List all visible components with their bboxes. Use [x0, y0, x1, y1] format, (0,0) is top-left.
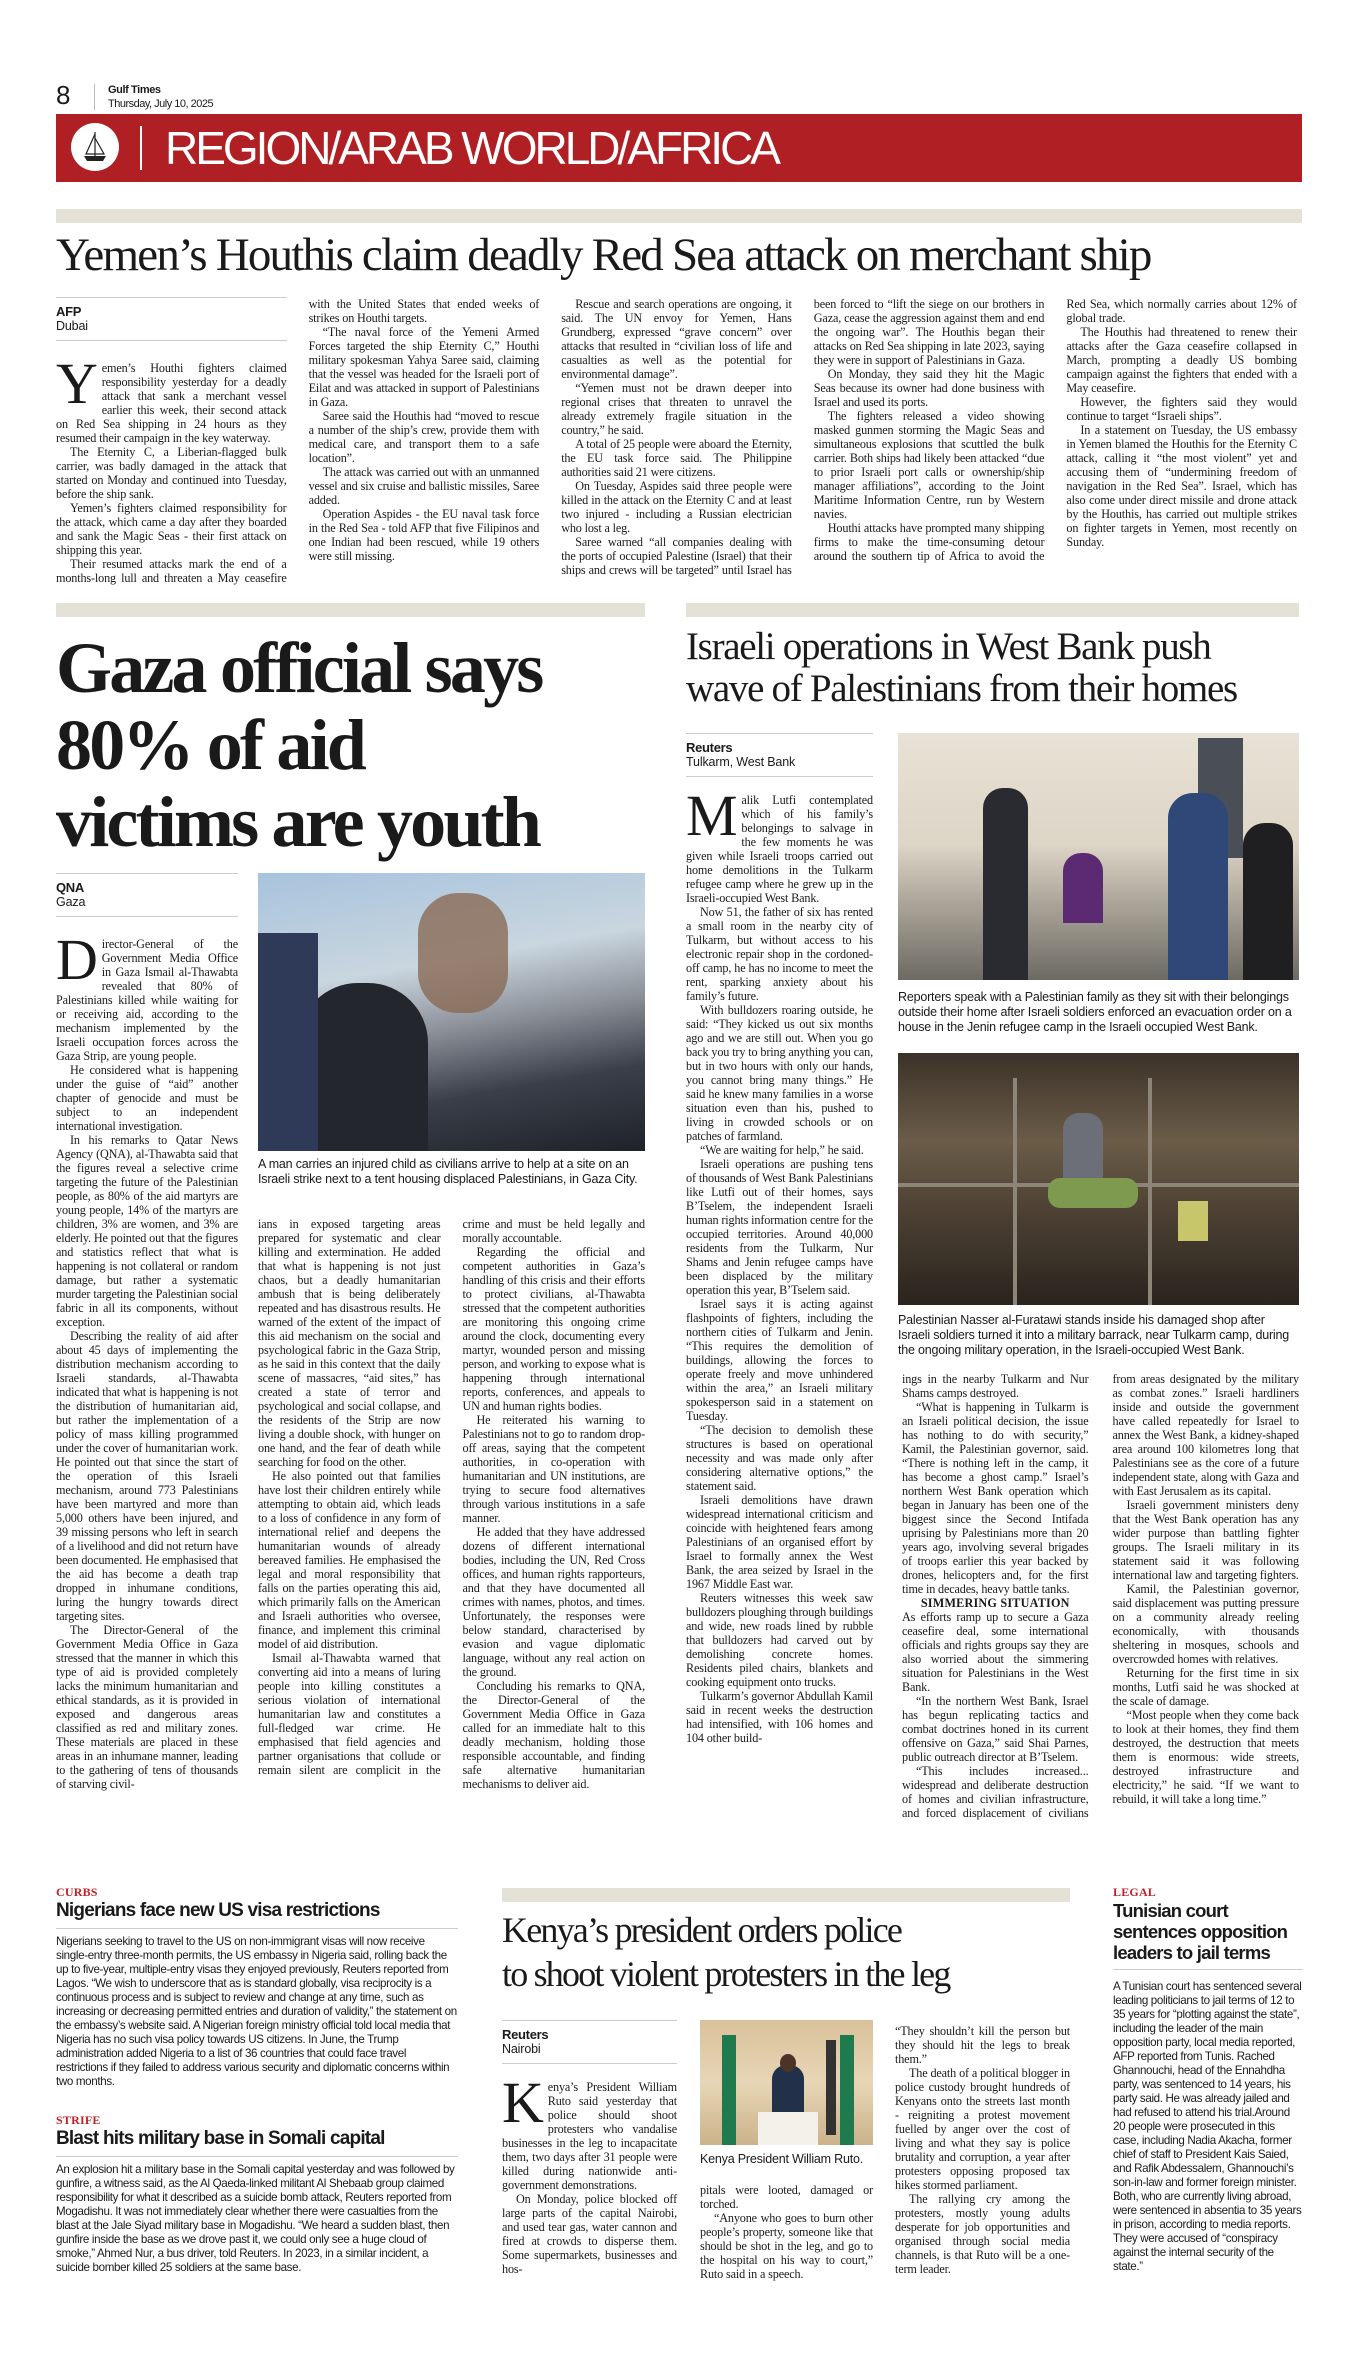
- byline-agency: Reuters: [686, 740, 733, 755]
- paragraph: With bulldozers roaring outside, he said: “They kicked us out six months ago and we are still out. When you go back you try to bring anything you can, but in two hours with only our hands, you cannot bring many things.” He said he knew many families in a worse situation even than his, pushed to living in crowded schools or on patches of farmland.: [686, 1003, 873, 1143]
- paragraph: The Houthis had threatened to renew their attacks after the Gaza ceasefire collapsed in March, prompting a deadly US bombing campaign against the fighters that ended with a May ceasefire.: [1066, 325, 1297, 395]
- paragraph: Israeli operations are pushing tens of thousands of West Bank Palestinians like Lutfi out of their homes, says B’Tselem, the independent Israeli human rights information centre for the occupied territories. Around 40,000 residents from the Tulkarm, Nur Shams and Jenin refugee camps have been displaced by the military operation this year, B’Tselem said.: [686, 1157, 873, 1297]
- paragraph: Kenya’s President William Ruto said yesterday that police should shoot protesters who vandalise businesses in the leg to incapacitate them, two days after 31 people were killed during nationwide anti-government demonstrations.: [502, 2070, 677, 2192]
- paragraph: Now 51, the father of six has rented a small room in the nearby city of Tulkarm, but without access to his electronic repair shop in the cordoned-off camp, he has no income to meet the rent, sparking anxiety about his family’s future.: [686, 905, 873, 1003]
- section-banner: [56, 114, 1302, 182]
- yemen-headline: Yemen’s Houthis claim deadly Red Sea attack on merchant ship: [56, 229, 1151, 281]
- brief-nigeria: [56, 1885, 458, 2089]
- headline-line: Israeli operations in West Bank push: [686, 625, 1211, 668]
- paragraph: Yemen’s Houthi fighters claimed responsibility yesterday for a deadly attack that sank a merchant vessel earlier this week, their second attack on Red Sea shipping in 24 hours as they resumed their campaign in the key waterway.: [56, 351, 287, 445]
- gaza-headline: [56, 630, 651, 861]
- headline-line: victims are youth: [56, 782, 540, 862]
- gaza-photo: [258, 873, 645, 1151]
- paragraph: Rescue and search operations are ongoing, it said. The UN envoy for Yemen, Hans Grundberg, expressed “grave concern” over attacks that resulted in “civilian loss of life and casualties as well as the potential for environmental damage”.: [561, 297, 792, 381]
- brief-text: Nigerians seeking to travel to the US on non-immigrant visas will now receive single-entry three-month permits, the US embassy in Nigeria said, rolling back the up to five-year, multiple-entry visas they enjoyed previously, Reuters reported from Lagos. “We wish to underscore that as is standard globally, visa reciprocity is a continuous process and is subject to review and change at any time, such as increasing or decreasing permitted entries and duration of validity,” the statement on the embassy’s website said. A Nigerian foreign ministry official told local media that Nigeria has no such visa policy towards US citizens. In June, the Trump administration added Nigeria to a list of 36 countries that could face travel restrictions if they failed to address various security and diplomatic concerns within two months.: [56, 1935, 457, 2088]
- paragraph: Malik Lutfi contemplated which of his family’s belongings to salvage in the few moments he was given while Israeli troops carried out home demolitions in the Tulkarm refugee camp where he grew up in the Israeli-occupied West Bank.: [686, 783, 873, 905]
- brief-headline: Nigerians face new US visa restrictions: [56, 1900, 458, 1929]
- paragraph: On Monday, they said they hit the Magic Seas because its owner had done business with Israel and used its ports.: [813, 367, 1045, 409]
- paragraph: Saree said the Houthis had “moved to rescue a number of the ship’s crew, provide them with medical care, and transport them to a safe location”.: [308, 409, 540, 465]
- paragraph: Israeli government ministers deny that the West Bank operation has any wider purpose than battling fighter groups. The Israeli military in its statement said it was following international law and targeting fighters.: [1112, 1498, 1299, 1582]
- paragraph: Israeli demolitions have drawn widespread international criticism and coincide with heightened fears among Palestinians of an organised effort by Israel to formally annex the West Bank, the area seized by Israel in the 1967 Middle East war.: [686, 1493, 873, 1591]
- publication-name: Gulf Times: [108, 84, 161, 96]
- kenya-headline: [502, 1908, 1070, 1996]
- westbank-columns: [902, 1372, 1299, 1820]
- paragraph: ians in exposed targeting areas prepared for systematic and clear killing and extermination. He added that what is happening is not just chaos, but a deadly humanitarian ambush that is being deliberately repeated and has disastrous results. He warned of the extent of the impact of this aid mechanism on the social and psychological fabric in the Gaza Strip, as he said in this context that the daily scene of massacres, “aid sites,” has created a state of terror and psychological and social collapse, and the residents of the Strip are now living a double shock, with hunger on one hand, and the fear of death while searching for food on the other.: [258, 1217, 441, 1469]
- paragraph: Kamil, the Palestinian governor, said displacement was putting pressure on a community already reeling economically, with thousands sheltering in mosques, schools and overcrowded homes with relatives.: [1112, 1582, 1299, 1666]
- kenya-paragraphs-col1: [502, 2070, 677, 2276]
- headline-line: to shoot violent protesters in the leg: [502, 1954, 950, 1994]
- paragraph: Yemen’s fighters claimed responsibility for the attack, which came a day after they boarded and sank the Magic Seas - their first attack on shipping this year.: [56, 501, 287, 557]
- section-title: REGION/ARAB WORLD/AFRICA: [165, 122, 778, 174]
- paragraph: Concluding his remarks to QNA, the Director-General of the Government Media Office in Gaza called for an immediate halt to this deadly mechanism, holding those responsible accountable, and finding safe alternative humanitarian mechanisms to deliver aid.: [462, 1679, 645, 1791]
- brief-kicker: CURBS: [56, 1885, 98, 1899]
- brief-kicker: LEGAL: [1113, 1885, 1157, 1899]
- brief-headline: Blast hits military base in Somali capital: [56, 2128, 458, 2157]
- paragraph: The Director-General of the Government Media Office in Gaza stressed that the manner in which this type of aid is provided completely lacks the minimum humanitarian and ethical standards, as it is provided in exposed and dangerous areas classified as red and military zones. These materials are placed in these areas in an inhumane manner, leading to the gathering of tens of thousands of starving civil-: [56, 1623, 238, 1791]
- paragraph: Regarding the official and competent authorities in Gaza’s handling of this crisis and their efforts to protect civilians, al-Thawabta stressed that the competent authorities are monitoring this ongoing crime around the clock, documenting every martyr, wounded person and missing person, and working to expose what is happening through international reports, conferences, and appeals to UN and human rights bodies.: [462, 1245, 645, 1413]
- paragraph: Describing the reality of aid after about 45 days of implementing the distribution mechanism according to Israeli standards, al-Thawabta indicated that what is happening is not the distribution of humanitarian aid, but rather the implementation of a policy of mass killing programmed under the cover of humanitarian work. He pointed out that since the start of the operation of this Israeli mechanism, around 773 Palestinians have been martyred and more than 5,000 others have been injured, and 39 missing persons who left in search of a livelihood and did not return have been documented. He emphasised that the aid has become a death trap dropped in inhumane conditions, luring the hungry towards direct targeting sites.: [56, 1329, 238, 1623]
- paragraph: pitals were looted, damaged or torched.: [700, 2183, 873, 2211]
- paragraph: Tulkarm’s governor Abdullah Kamil said in recent weeks the destruction had intensified, with 106 homes and 104 other build-: [686, 1689, 873, 1745]
- banner-divider: [140, 126, 142, 170]
- page-number: 8: [56, 80, 70, 110]
- brief-tunisia: [1113, 1885, 1303, 2274]
- westbank-column-1: [686, 733, 873, 1745]
- gaza-paragraphs-col1: [56, 927, 238, 1791]
- westbank-photo-shop: [898, 1053, 1299, 1305]
- paragraph: The attack was carried out with an unmanned vessel and six cruise and ballistic missiles, Saree added.: [308, 465, 540, 507]
- paragraph: The rallying cry among the protesters, mostly young adults desperate for job opportunities and organised through social media channels, is that Ruto will be a one-term leader.: [895, 2192, 1070, 2276]
- paragraph: As efforts ramp up to secure a Gaza ceasefire deal, some international officials and rights groups say they are also worried about the simmering situation for Palestinians in the West Bank.: [902, 1610, 1089, 1694]
- gaza-column-1: [56, 873, 238, 1791]
- kenya-paragraphs-col3: [895, 2024, 1070, 2276]
- section-divider-bar: [686, 603, 1299, 617]
- paragraph: He considered what is happening under the guise of “aid” another chapter of genocide and must be subject to an independent international investigation.: [56, 1063, 238, 1133]
- kenya-photo: [700, 2020, 873, 2145]
- gaza-photo-caption: A man carries an injured child as civilians arrive to help at a site on an Israeli strike next to a tent housing displaced Palestinians, in Gaza City.: [258, 1157, 638, 1186]
- paragraph: Reuters witnesses this week saw bulldozers ploughing through buildings and wide, new roads lined by rubble that bulldozers had carved out by demolishing concrete homes. Residents piled chairs, blankets and cooking equipment onto trucks.: [686, 1591, 873, 1689]
- paragraph: On Monday, police blocked off large parts of the capital Nairobi, and used tear gas, water cannon and fired at crowds to disperse them. Some supermarkets, businesses and hos-: [502, 2192, 677, 2276]
- brief-somalia: [56, 2113, 458, 2275]
- byline-agency: QNA: [56, 880, 84, 895]
- paragraph: He reiterated his warning to Palestinians not to go to random drop-off areas, saying that the competent authorities, in co-operation with humanitarian and UN institutions, are trying to secure food alternatives through various institutions in a safe manner.: [462, 1413, 645, 1525]
- paragraph: Their resumed attacks mark the end of a months-long lull and threaten a May ceasefire with the United States that ended weeks of strikes on Houthi targets.: [56, 297, 540, 585]
- westbank-byline: [686, 733, 873, 777]
- paragraph: “The decision to demolish these structures is based on operational necessity and was made only after considering alternative options,” the statement said.: [686, 1423, 873, 1493]
- westbank-photo-family-caption: Reporters speak with a Palestinian family as they sit with their belongings outside their home after Israeli soldiers enforced an evacuation order on a house in the Jenin refugee camp in the Israeli occupied West Bank.: [898, 990, 1292, 1034]
- paragraph: The Eternity C, a Liberian-flagged bulk carrier, was badly damaged in the attack that started on Monday and continued into Tuesday, before the ship sank.: [56, 445, 287, 501]
- paragraph: Ismail al-Thawabta warned that converting aid into a means of luring people into killing constitutes a serious violation of international humanitarian law and constitutes a full-fledged war crime. He emphasised that field agencies and partner organisations that collude or remain silent are complicit in the crime and must be held legally and morally accountable.: [258, 1217, 645, 1777]
- gaza-paragraphs-cols: [258, 1217, 645, 1791]
- byline-location: Gaza: [56, 895, 86, 909]
- paragraph: “In the northern West Bank, Israel has begun replicating tactics and combat doctrines honed in its current offensive on Gaza,” said Shai Parnes, public outreach director at B’Tselem.: [902, 1694, 1089, 1764]
- paragraph: “Most people when they come back to look at their homes, they find them destroyed, the destruction that meets them is enormous: wide streets, destroyed infrastructure and electricity,” he said. “If we want to rebuild, it will take a long time.”: [1112, 1708, 1299, 1806]
- paragraph: In a statement on Tuesday, the US embassy in Yemen blamed the Houthis for the Eternity C attack, calling it “the most violent” yet and accusing them of “undermining freedom of navigation in the Red Sea”. Israel, which has also come under direct missile and drone attack by the Houthis, has carried out multiple strikes on fighter targets in Yemen, most recently on Sunday.: [1066, 423, 1297, 549]
- paragraph: The death of a political blogger in police custody brought hundreds of Kenyans onto the streets last month - reigniting a protest movement fuelled by anger over the cost of living and what they say is police brutality and corruption, a year after protesters opposing proposed tax hikes stormed parliament.: [895, 2066, 1070, 2192]
- section-divider-bar: [502, 1888, 1070, 1902]
- paragraph: “Yemen must not be drawn deeper into regional crises that threaten to unravel the already extremely fragile situation in the country,” he said.: [561, 381, 792, 437]
- kenya-byline: [502, 2020, 677, 2064]
- paragraph: A total of 25 people were aboard the Eternity, the EU task force said. The Philippine authorities said 21 were citizens.: [561, 437, 792, 479]
- paragraph: In his remarks to Qatar News Agency (QNA), al-Thawabta said that the figures reveal a selective crime targeting the future of the Palestinian people, as 80% of the aid martyrs are young people, 14% of the martyrs are children, 3% are women, and 3% are elderly. He pointed out that the figures and statistics reflect that what is happening is not collateral or random damage, but rather a systematic murder targeting the Palestinian social fabric in all its components, without exception.: [56, 1133, 238, 1329]
- yemen-article-body: [56, 297, 1297, 585]
- brief-headline: Tunisian court sentences opposition leaders to jail terms: [1113, 1900, 1303, 1970]
- westbank-photo-shop-caption: Palestinian Nasser al-Furatawi stands inside his damaged shop after Israeli soldiers turned it into a military barrack, near Tulkarm camp, during the ongoing military operation, in the Israeli-occupied West Bank.: [898, 1313, 1290, 1357]
- brief-text: An explosion hit a military base in the Somali capital yesterday and was followed by gunfire, a witness said, as the Al Qaeda-linked militant Al Shebaab group claimed responsibility for what it described as a suicide bomb attack, Reuters reported from Mogadishu. It was not immediately clear whether there were casualties from the blast at the Jale Siyad military base in Mogadishu. “We heard a sudden blast, then gunfire inside the base as we drove past it, we could only see a huge cloud of smoke,” Ahmed Nur, a bus driver, told Reuters. In 2023, in a similar incident, a suicide bomber killed 25 soldiers at the same base.: [56, 2163, 455, 2274]
- brief-kicker: STRIFE: [56, 2113, 101, 2127]
- westbank-subhead: SIMMERING SITUATION: [920, 1596, 1070, 1610]
- westbank-photo-family: [898, 733, 1299, 980]
- paragraph: However, the fighters said they would continue to target “Israeli ships”.: [1066, 395, 1297, 423]
- brief-text: A Tunisian court has sentenced several leading politicians to jail terms of 12 to 35 years for “plotting against the state”, including the leader of the main opposition party, local media reported, AFP reported from Tunis. Rached Ghannouchi, head of the Ennahdha party, was sentenced to 14 years, his party said. He was already jailed and had refused to attend his trial.Around 20 people were prosecuted in this case, including Nadia Akacha, former chief of staff to President Kais Saied, and Rafik Abdessalem, Ghannouchi’s son-in-law and former foreign minister. Both, who are currently living abroad, were sentenced in absentia to 35 years in prison, according to media reports. They were accused of “conspiracy against the internal security of the state.”: [1113, 1980, 1302, 2273]
- byline-agency: AFP: [56, 304, 82, 319]
- paragraph: Returning for the first time in six months, Lutfi said he was shocked at the scale of damage.: [1112, 1666, 1299, 1708]
- byline-location: Tulkarm, West Bank: [686, 755, 796, 769]
- paragraph: “This includes increased... widespread and deliberate destruction of homes and civilian infrastructure, and forced displacement of civilians from areas designated by the military as combat zones.” Israeli hardliners inside and outside the government have called repeatedly for Israel to annex the West Bank, a kidney-shaped area around 100 kilometres long that Palestinians see as the core of a future independent state, along with Gaza and with East Jerusalem as its capital.: [902, 1372, 1299, 1820]
- section-divider-bar: [56, 209, 1302, 223]
- headline-line: Kenya’s president orders police: [502, 1910, 902, 1950]
- kenya-photo-caption: Kenya President William Ruto.: [700, 2152, 864, 2166]
- headline-line: wave of Palestinians from their homes: [686, 667, 1237, 710]
- byline-agency: Reuters: [502, 2027, 549, 2042]
- byline-location: Nairobi: [502, 2042, 541, 2056]
- paragraph: Israel says it is acting against flashpoints of fighters, including the northern cities of Tulkarm and Jenin. “This requires the demolition of buildings, allowing the forces to operate freely and move unhindered within the area,” an Israeli military spokesperson said in a statement on Tuesday.: [686, 1297, 873, 1423]
- header-divider: [94, 84, 95, 110]
- paragraph: ings in the nearby Tulkarm and Nur Shams camps destroyed.: [902, 1372, 1089, 1400]
- paragraph: “We are waiting for help,” he said.: [700, 1143, 864, 1157]
- westbank-paragraphs-col1: [686, 783, 873, 1745]
- yemen-byline: [56, 297, 287, 341]
- paragraph: Operation Aspides - the EU naval task force in the Red Sea - told AFP that five Filipinos and one Indian had been rescued, while 19 others were still missing.: [308, 507, 540, 563]
- paragraph: He also pointed out that families have lost their children entirely while attempting to obtain aid, which leads to a loss of confidence in any form of international relief and deepens the humanitarian wounds of already bereaved families. He emphasised the legal and moral responsibility that falls on the parties operating this aid, which primarily falls on the American and Israeli authorities who oversee, finance, and implement this criminal model of aid distribution.: [258, 1469, 441, 1651]
- paragraph: “Anyone who goes to burn other people’s property, someone like that should be shot in the leg, and go to the hospital on his way to court,” Ruto said in a speech.: [700, 2211, 873, 2281]
- paragraph: On Tuesday, Aspides said three people were killed in the attack on the Eternity C and at least two injured - including a Russian electrician who lost a leg.: [561, 479, 792, 535]
- westbank-paragraphs-before: [902, 1372, 1089, 1596]
- publication-date: Thursday, July 10, 2025: [108, 98, 214, 110]
- dhow-boat-icon: [71, 123, 119, 171]
- paragraph: The fighters released a video showing masked gunmen storming the Magic Seas and simultaneous explosions that scuttled the bulk carrier. Both ships had likely been attacked “due to prior Israeli port calls or ownership/ship manager affiliations”, according to the Joint Maritime Information Centre, run by Western navies.: [813, 409, 1045, 521]
- section-divider-bar: [56, 603, 645, 617]
- paragraph: Saree warned “all companies dealing with the ports of occupied Palestine (Israel) that their ships and crews will be targeted” until Israel has been forced to “lift the siege on our brothers in Gaza, cease the aggression against them and end the ongoing war”. The Houthis began their attacks on Red Sea shipping in late 2023, saying they were in support of Palestinians in Gaza.: [561, 297, 1045, 577]
- kenya-column-1: [502, 2020, 677, 2276]
- byline-location: Dubai: [56, 319, 88, 333]
- gaza-byline: [56, 873, 238, 917]
- headline-line: Gaza official says: [56, 628, 542, 708]
- paragraph: “What is happening in Tulkarm is an Israeli political decision, the issue has nothing to do with security,” Kamil, the Palestinian governor, said. “There is nothing left in the camp, it has become a ghost camp.” Israel’s northern West Bank operation which began in January has been one of the biggest since the Second Intifada uprising by Palestinians more than 20 years ago, involving several brigades of troops earlier this year backed by drones, helicopters and, for the first time in decades, heavy battle tanks.: [902, 1400, 1089, 1596]
- paragraph: “The naval force of the Yemeni Armed Forces targeted the ship Eternity C,” Houthi military spokesman Yahya Saree said, claiming that the vessel was headed for the Israeli port of Eilat and was attacked in support of Palestinians in Gaza.: [308, 325, 540, 409]
- headline-line: 80% of aid: [56, 705, 365, 785]
- kenya-paragraphs-col2: [700, 2183, 873, 2281]
- paragraph: Director-General of the Government Media Office in Gaza Ismail al-Thawabta revealed that 80% of Palestinians killed while waiting for or receiving aid, according to the mechanism implemented by the Israeli occupation forces across the Gaza Strip, are young people.: [56, 927, 238, 1063]
- paragraph: “They shouldn’t kill the person but they should hit the legs to break them.”: [895, 2024, 1070, 2066]
- paragraph: He added that they have addressed dozens of different international bodies, including the UN, Red Cross offices, and human rights rapporteurs, and that they have documented all crimes with names, photos, and times. Unfortunately, the responses were below standard, characterised by evasion and vague diplomatic language, without any real action on the ground.: [462, 1525, 645, 1679]
- paragraph: Houthi attacks have prompted many shipping firms to make the time-consuming detour around the southern tip of Africa to avoid the Red Sea, which normally carries about 12% of global trade.: [813, 297, 1297, 563]
- westbank-headline: [686, 626, 1302, 710]
